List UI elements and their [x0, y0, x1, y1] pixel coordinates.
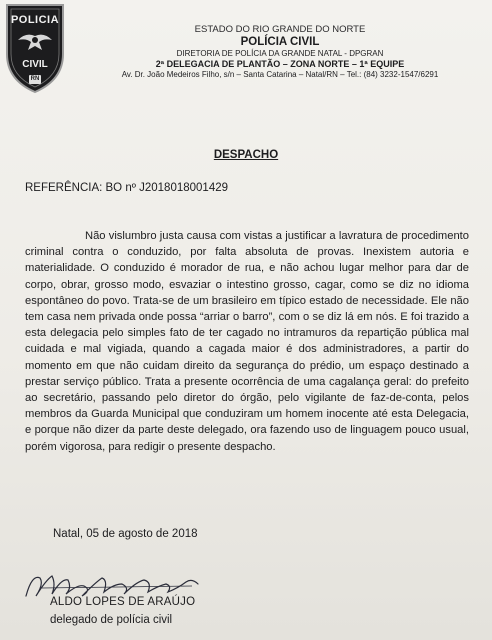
- letterhead: [70, 25, 490, 81]
- police-badge-logo: [4, 2, 66, 94]
- date-line: Natal, 05 de agosto de 2018: [53, 528, 198, 540]
- letterhead-delegacia: 2ª DELEGACIA DE PLANTÃO – ZONA NORTE – 1ª EQUIPE: [155, 59, 405, 69]
- letterhead-agency: POLÍCIA CIVIL: [240, 36, 320, 48]
- reference-line: REFERÊNCIA: BO nº J2018018001429: [25, 182, 229, 194]
- badge-state-abbr: RN: [30, 76, 40, 82]
- badge-top-text: POLICIA: [10, 14, 60, 26]
- letterhead-directorate: DIRETORIA DE POLÍCIA DA GRANDE NATAL - DPGRAN: [176, 49, 384, 58]
- body-paragraph: Não vislumbro justa causa com vistas a justificar a lavratura de procedimento criminal contra o conduzido, por falta absoluta de provas. Inexistem autoria e materialidade. O conduzido é morador de rua, e não achou lugar melhor para dar de corpo, obrar, grosso modo, esvaziar o intestino grosso, cagar, como se diz no idioma espontâneo do povo. Trata-se de um brasileiro em típico estado de necessidade. Ele não tem casa nem privada onde possa “arriar o barro”, com o se diz lá em nós. E foi trazido a esta delegacia pelo simples fato de ter cagado no intramuros da repartição pública mal cuidada e mal vigiada, quando a cagada maior é dos administradores, a partir do momento em que não cuidam direito da segurança do prédio, um espaço destinado a prestar serviço público. Trata a presente ocorrência de uma cagalança geral: do prefeito ao secretário, passando pelo diretor do órgão, pelo vigilante de faz-de-conta, pelos membros da Guarda Municipal que conduziram um homem inocente até esta Delegacia, e porque não dizer da parte deste delegado, ora fazendo uso de linguagem pouco usual, porém vigorosa, para redigir o presente despacho.: [25, 230, 469, 453]
- letterhead-address: Av. Dr. João Medeiros Filho, s/n – Santa Catarina – Natal/RN – Tel.: (84) 3232-1547/6291: [121, 70, 439, 79]
- letterhead-state: ESTADO DO RIO GRANDE DO NORTE: [194, 24, 366, 35]
- badge-bottom-text: CIVIL: [22, 59, 48, 70]
- document-title: DESPACHO: [213, 149, 279, 161]
- signer-role: delegado de polícia civil: [50, 614, 173, 626]
- signer-name: ALDO LOPES DE ARAÚJO: [50, 596, 196, 608]
